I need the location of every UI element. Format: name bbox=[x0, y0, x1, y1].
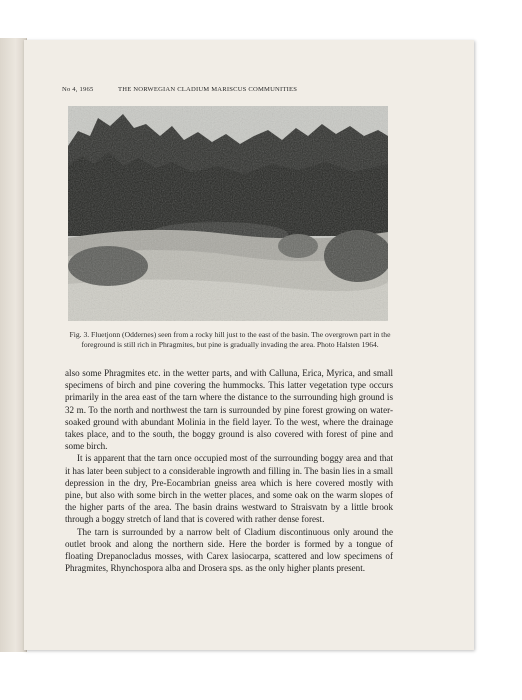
facing-page-edge bbox=[0, 38, 27, 652]
document-page bbox=[24, 40, 474, 650]
figure-caption: Fig. 3. Fluetjonn (Oddernes) seen from a rocky hill just to the east of the basin. The overgrown part in the foreground is still rich in Phragmites, but pine is gradually invading the area. Photo Halsten 1964. bbox=[69, 330, 391, 349]
running-title: THE NORWEGIAN CLADIUM MARISCUS COMMUNITIES bbox=[118, 86, 298, 93]
paragraph-1: also some Phragmites etc. in the wetter parts, and with Calluna, Erica, Myrica, and small specimens of birch and pine covering the hummocks. This latter vegetation type occurs primarily in the area east of the tarn where the distance to the surrounding high ground is 32 m. To the north and northwest the tarn is surrounded by pine forest growing on water-soaked ground with abundant Molinia in the field layer. To the west, where the drainage takes place, and to the south, the boggy ground is also covered with forest of pine and some birch. bbox=[65, 368, 393, 452]
body-text bbox=[65, 367, 393, 574]
landscape-photo bbox=[68, 106, 388, 321]
issue-number: No 4, 1965 bbox=[62, 86, 94, 93]
paragraph-3: The tarn is surrounded by a narrow belt of Cladium discontinuous only around the outlet brook and along the northern side. Here the border is formed by a tongue of floating Drepanocladus mosses, with Carex lasiocarpa, scattered and low specimens of Phragmites, Rhynchospora alba and Drosera sps. as the only higher plants present. bbox=[65, 526, 393, 574]
paragraph-2: It is apparent that the tarn once occupied most of the surrounding boggy area and that it has later been subject to a considerable ingrowth and filling in. The basin lies in a small depression in the dry, Pre-Eocambrian gneiss area which is here covered mostly with pine, but also with some birch in the wetter places, and some oak on the warm slopes of the higher parts of the area. The basin drains westward to Straisvatn by a little brook through a boggy stretch of land that is covered with rather dense forest. bbox=[65, 453, 393, 525]
figure-photo bbox=[68, 106, 388, 321]
